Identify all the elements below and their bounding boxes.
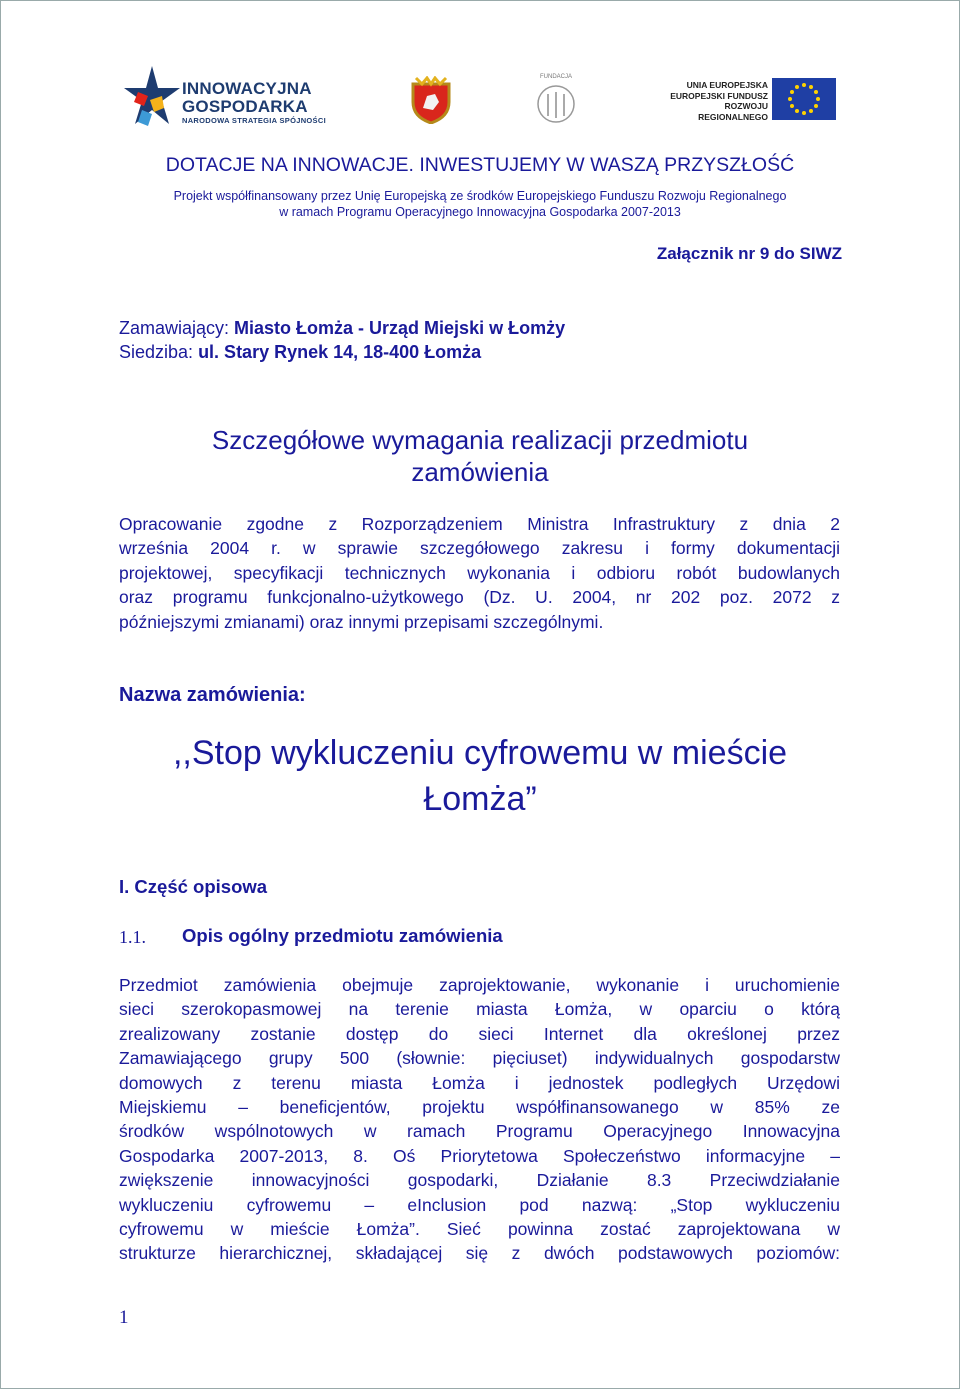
annex-label: Załącznik nr 9 do SIWZ: [656, 244, 842, 263]
innowacyjna-subtitle: NARODOWA STRATEGIA SPÓJNOŚCI: [182, 116, 326, 125]
innowacyjna-gospodarka-logo: [124, 66, 334, 136]
order-name: ,,Stop wykluczeniu cyfrowemu w mieście Łomża”: [172, 734, 788, 818]
body-line: Miejskiemu – beneficjentów, projektu współfinansowanego w 85% ze: [119, 1097, 840, 1118]
intro-line: oraz programu funkcjonalno-użytkowego (Dz. U. 2004, nr 202 poz. 2072 z: [119, 587, 840, 608]
body-line: zwiększenie innowacyjności gospodarki, Działanie 8.3 Przeciwdziałanie: [119, 1170, 840, 1191]
seat-address: ul. Stary Rynek 14, 18-400 Łomża: [198, 342, 482, 362]
eu-flag-icon: [772, 78, 836, 120]
star-emblem-icon: [124, 66, 180, 136]
intro-line: późniejszymi zmianami) oraz innymi przepisami szczególnymi.: [119, 611, 604, 632]
city-crest-logo: [410, 76, 452, 124]
eu-logo-text: UNIA EUROPEJSKA EUROPEJSKI FUNDUSZ ROZWOJU REGIONALNEGO: [670, 80, 768, 122]
body-line: strukturze hierarchicznej, składającej się z dwóch podstawowych poziomów:: [119, 1243, 840, 1264]
intro-paragraph: [119, 512, 840, 634]
body-line: Zamawiającego grupy 500 (słownie: pięciuset) indywidualnych gospodarstw: [119, 1048, 840, 1069]
slogan-heading: DOTACJE NA INNOWACJE. INWESTUJEMY W WASZĄ PRZYSZŁOŚĆ: [165, 154, 795, 176]
intro-line: Opracowanie zgodne z Rozporządzeniem Ministra Infrastruktury z dnia 2: [119, 514, 840, 534]
buyer-line: [119, 318, 565, 339]
body-paragraph: [119, 973, 840, 1266]
body-line: Gospodarka 2007-2013, 8. Oś Priorytetowa Społeczeństwo informacyjne –: [119, 1145, 840, 1166]
foundation-emblem-icon: [530, 82, 582, 126]
crest-icon: [410, 76, 452, 124]
body-line: Przedmiot zamówienia obejmuje zaprojektowanie, wykonanie i uruchomienie: [119, 975, 840, 995]
buyer-name: Miasto Łomża - Urząd Miejski w Łomży: [234, 318, 566, 338]
innowacyjna-title: INNOWACYJNA GOSPODARKA: [182, 79, 312, 116]
eu-logo: [660, 76, 838, 122]
order-name-label: Nazwa zamówienia:: [119, 684, 306, 706]
section-number: 1.1.: [119, 927, 146, 947]
seat-line: [119, 342, 481, 363]
body-line: środków wspólnotowych w ramach Programu Operacyjnego Innowacyjna: [119, 1121, 840, 1142]
part-heading: I. Część opisowa: [119, 876, 268, 897]
project-program-line: w ramach Programu Operacyjnego Innowacyjna Gospodarka 2007-2013: [279, 205, 681, 219]
buyer-label: Zamawiający:: [119, 318, 235, 338]
section-title: Opis ogólny przedmiotu zamówienia: [182, 925, 503, 946]
seat-label: Siedziba:: [119, 342, 199, 362]
document-title: Szczegółowe wymagania realizacji przedmiotu zamówienia: [211, 425, 749, 487]
page-number: 1: [119, 1307, 129, 1328]
intro-line: września 2004 r. w sprawie szczegółowego zakresu i formy dokumentacji: [119, 538, 840, 559]
body-line: zrealizowany zostanie dostęp do sieci Internet dla określonej przez: [119, 1023, 840, 1044]
body-line: cyfrowemu w mieście Łomża”. Sieć powinna zostać zaprojektowana w: [119, 1219, 840, 1240]
intro-line: projektowej, specyfikacji technicznych wykonania i odbioru robót budowlanych: [119, 562, 840, 583]
project-cofinancing-line: Projekt współfinansowany przez Unię Europejską ze środków Europejskiego Funduszu Rozwoju Regionalnego: [173, 189, 787, 203]
body-line: wykluczeniu cyfrowemu – eInclusion pod nazwą: „Stop wykluczeniu: [119, 1194, 840, 1215]
foundation-logo: FUNDACJA: [530, 74, 582, 124]
body-line: domowych z terenu miasta Łomża i jednostek podległych Urzędowi: [119, 1072, 840, 1093]
body-line: sieci szerokopasmowej na terenie miasta Łomża, w oparciu o którą: [119, 999, 840, 1020]
